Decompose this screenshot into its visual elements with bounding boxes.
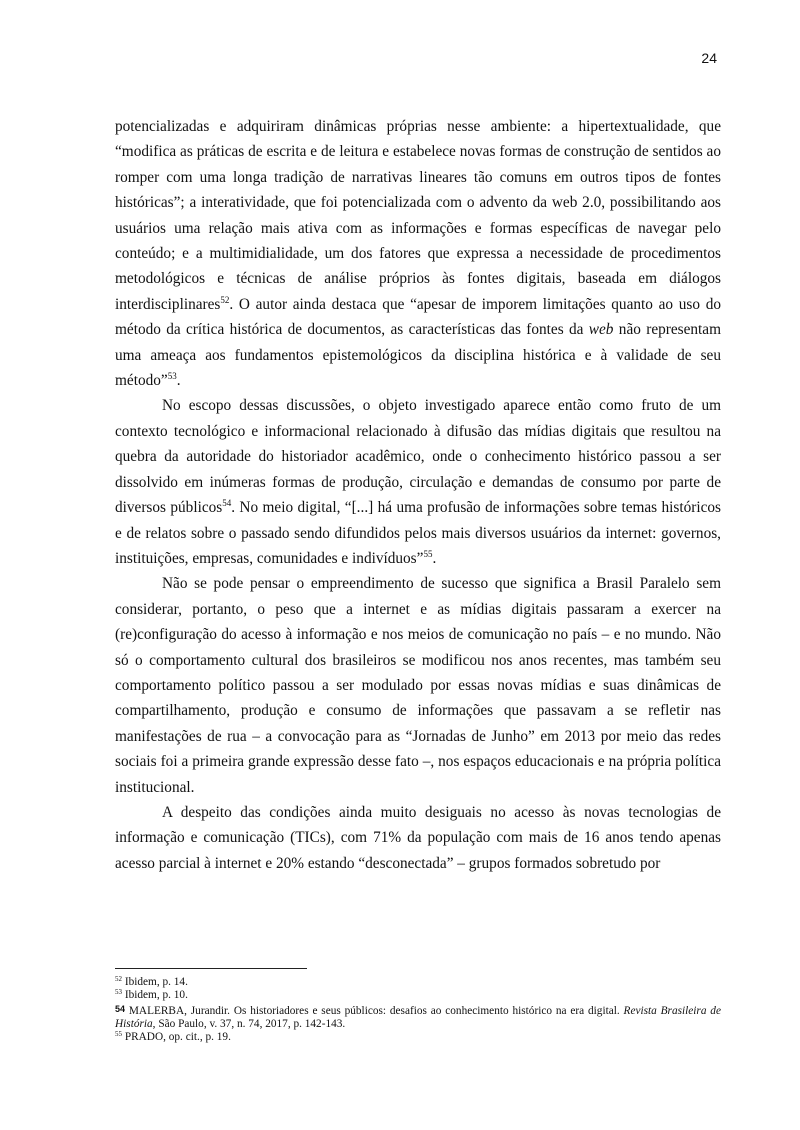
footnotes bbox=[115, 976, 721, 1044]
paragraph-2 bbox=[115, 393, 721, 571]
paragraph-1-text-2: . O autor ainda destaca que “apesar de imporem limitações quanto ao uso do método da crítica histórica de documentos, as características das fontes da bbox=[115, 295, 721, 339]
paragraph-1-text-1: potencializadas e adquiriram dinâmicas próprias nesse ambiente: a hipertextualidade, que “modifica as práticas de escrita e de leitura e estabelece novas formas de construção de sentidos ao romper com uma longa tradição de narrativas lineares tão comuns em outros tipos de fontes históricas”; a interatividade, que foi potencializada com o advento da web 2.0, possibilitando aos usuários uma relação mais ativa com as informações e formas específicas de navegar pelo conteúdo; e a multimidialidade, um dos fatores que expressa a necessidade de procedimentos metodológicos e técnicas de análise próprios às fontes digitais, baseada em diálogos interdisciplinares bbox=[115, 118, 721, 313]
page-number: 24 bbox=[701, 50, 717, 66]
footnote-text: Ibidem, p. 10. bbox=[122, 989, 188, 1002]
footnote-number: 55 bbox=[115, 1030, 122, 1039]
paragraph-1 bbox=[115, 114, 721, 393]
footnote-ref-55[interactable]: 55 bbox=[423, 548, 433, 559]
footnote-ref-53[interactable]: 53 bbox=[167, 371, 177, 382]
paragraph-2-text-2: . No meio digital, “[...] há uma profusão de informações sobre temas históricos e de relatos sobre o passado sendo difundidos pelos mais diversos usuários da internet: governos, instituições, empresas, comunidades e indivíduos” bbox=[115, 499, 721, 567]
footnote-ref-54[interactable]: 54 bbox=[222, 498, 232, 509]
footnote-text: PRADO, op. cit., p. 19. bbox=[122, 1031, 231, 1044]
footnote-text: MALERBA, Jurandir. Os historiadores e seus públicos: desafios ao conhecimento histórico na era digital. bbox=[125, 1004, 624, 1017]
footnote-number: 53 bbox=[115, 988, 122, 997]
paragraph-2-text-1: No escopo dessas discussões, o objeto investigado aparece então como fruto de um contexto tecnológico e informacional relacionado à difusão das mídias digitais que resultou na quebra da autoridade do historiador acadêmico, onde o conhecimento histórico passou a ser dissolvido em inúmeras formas de produção, circulação e demandas de consumo por parte de diversos públicos bbox=[115, 397, 721, 517]
paragraph-3: Não se pode pensar o empreendimento de sucesso que significa a Brasil Paralelo sem considerar, portanto, o peso que a internet e as mídias digitais passaram a exercer na (re)configuração do acesso à informação e nos meios de comunicação no país – e no mundo. Não só o comportamento cultural dos brasileiros se modificou nos anos recentes, mas também seu comportamento político passou a ser modulado por essas novas mídias e suas dinâmicas de compartilhamento, produção e consumo de informações que passavam a se refletir nas manifestações de rua – a convocação para as “Jornadas de Junho” em 2013 por meio das redes sociais foi a primeira grande expressão desse fato –, nos espaços educacionais e na própria política institucional. bbox=[115, 575, 721, 796]
paragraph-1-emphasis: web bbox=[588, 321, 614, 339]
footnote-divider bbox=[115, 968, 307, 969]
footnote-53 bbox=[115, 989, 721, 1002]
body-text bbox=[115, 114, 721, 876]
paragraph-2-text-3: . bbox=[432, 549, 437, 567]
footnote-55 bbox=[115, 1031, 721, 1044]
paragraph-1-text-3: não representam uma ameaça aos fundamentos epistemológicos da disciplina histórica e à validade de seu método” bbox=[115, 321, 721, 390]
footnote-number: 52 bbox=[115, 975, 122, 983]
paragraph-1-text-4: . bbox=[176, 372, 181, 390]
footnote-text: , São Paulo, v. 37, n. 74, 2017, p. 142-143. bbox=[152, 1017, 346, 1030]
paragraph-4: A despeito das condições ainda muito desiguais no acesso às novas tecnologias de informação e comunicação (TICs), com 71% da população com mais de 16 anos tendo apenas acesso parcial à internet e 20% estando “desconectada” – grupos formados sobretudo por bbox=[115, 803, 721, 872]
footnote-number: 54 bbox=[115, 1003, 126, 1014]
footnote-ref-52[interactable]: 52 bbox=[220, 294, 230, 305]
footnote-54 bbox=[115, 1003, 721, 1032]
footnote-text: Ibidem, p. 14. bbox=[122, 976, 188, 988]
footnote-52 bbox=[115, 976, 721, 989]
footnote-journal-title: Revista Brasileira de História bbox=[115, 1004, 721, 1030]
